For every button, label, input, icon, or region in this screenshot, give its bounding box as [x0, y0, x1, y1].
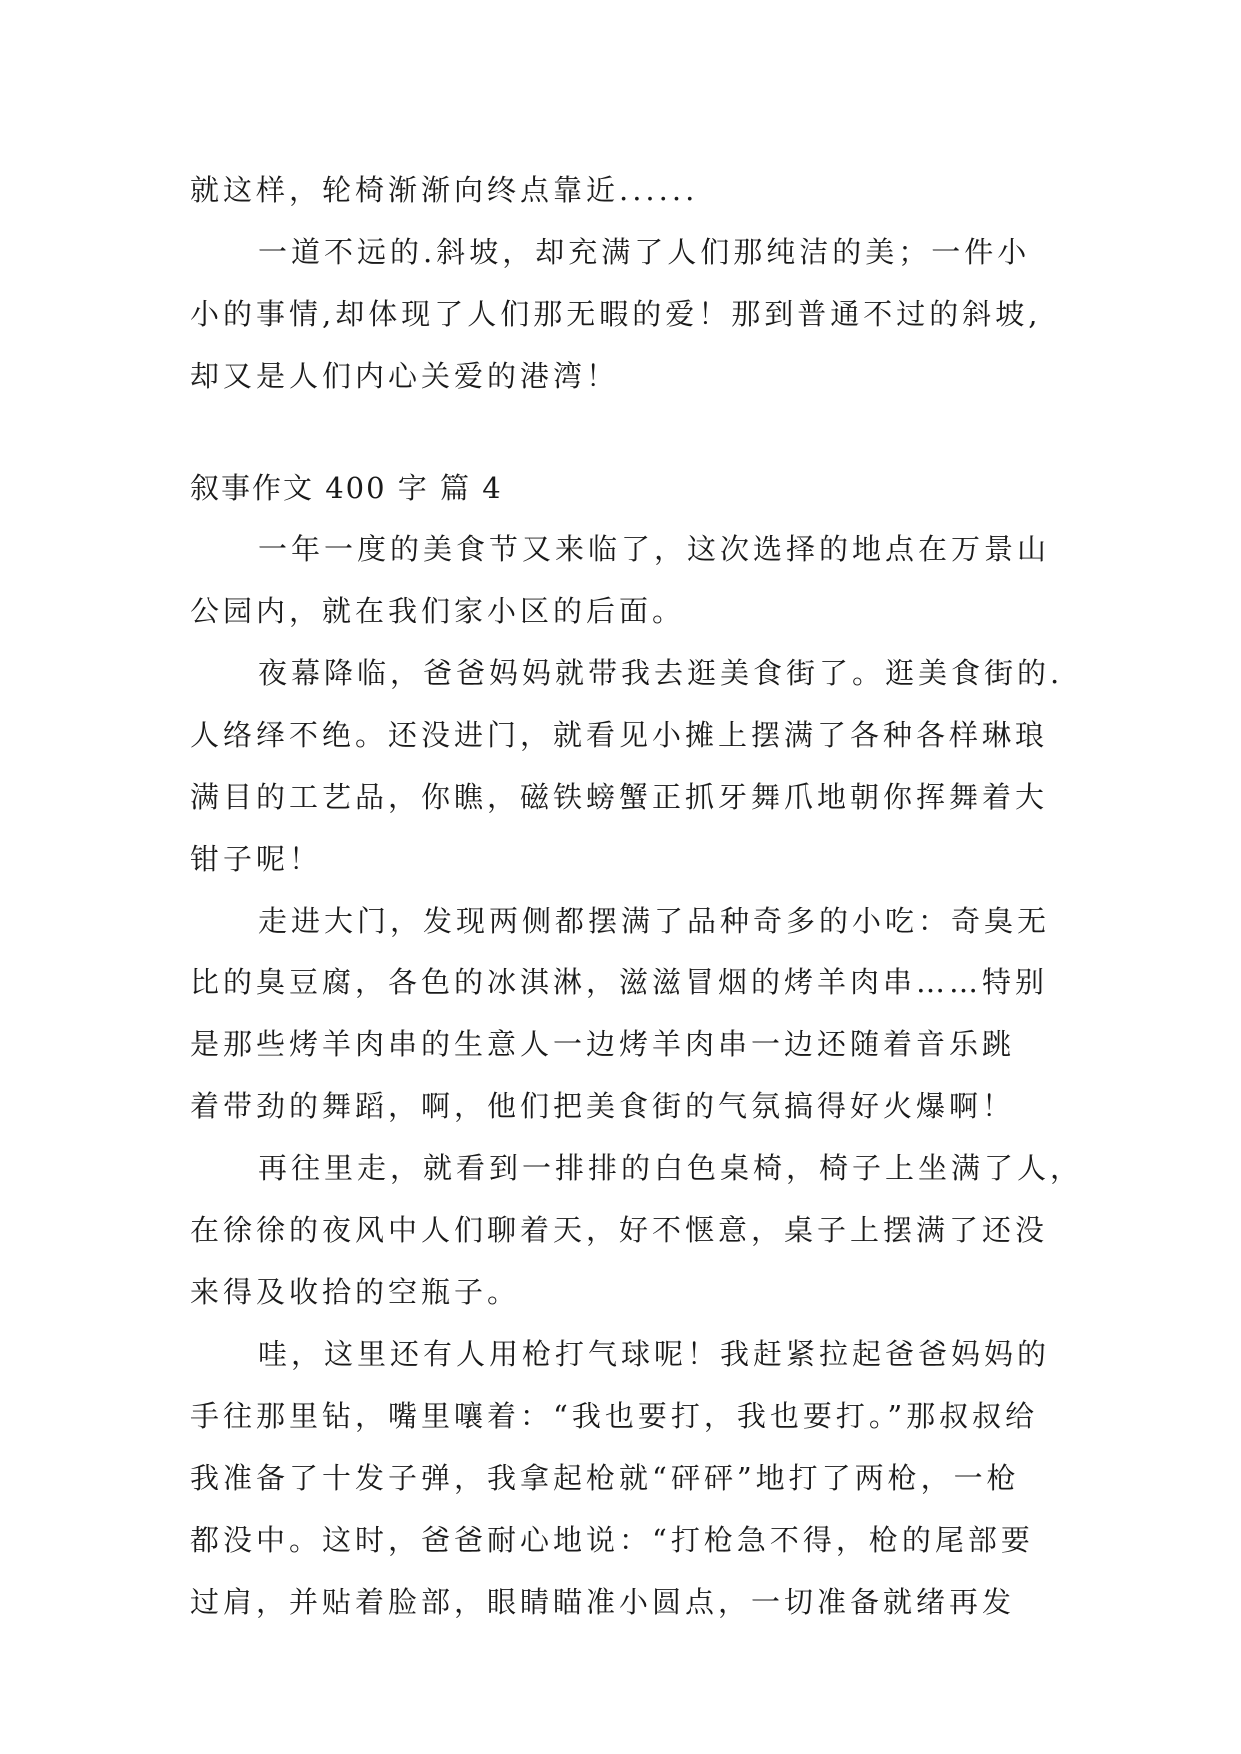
text-line: 人络绎不绝。还没进门，就看见小摊上摆满了各种各样琳琅 [190, 718, 1049, 752]
text-line: 就这样，轮椅渐渐向终点靠近...... [190, 173, 699, 207]
text-line: 满目的工艺品，你瞧，磁铁螃蟹正抓牙舞爪地朝你挥舞着大 [190, 780, 1049, 814]
text-line: 却又是人们内心关爱的港湾！ [190, 359, 620, 393]
text-line: 哇，这里还有人用枪打气球呢！我赶紧拉起爸爸妈妈的 [258, 1337, 1051, 1371]
text-line: 都没中。这时，爸爸耐心地说：“打枪急不得，枪的尾部要 [190, 1523, 1034, 1557]
text-line: 再往里走，就看到一排排的白色桌椅，椅子上坐满了人， [258, 1151, 1084, 1185]
text-line: 一年一度的美食节又来临了，这次选择的地点在万景山 [258, 532, 1051, 566]
text-line: 钳子呢！ [190, 842, 323, 876]
text-line: 手往那里钻，嘴里嚷着：“我也要打，我也要打。”那叔叔给 [190, 1399, 1039, 1433]
text-line: 过肩，并贴着脸部，眼睛瞄准小圆点，一切准备就绪再发 [190, 1585, 1016, 1619]
section-heading: 叙事作文 400 字 篇 4 [190, 471, 503, 505]
text-line: 是那些烤羊肉串的生意人一边烤羊肉串一边还随着音乐跳 [190, 1027, 1016, 1061]
text-line: 夜幕降临，爸爸妈妈就带我去逛美食街了。逛美食街的. [258, 656, 1064, 690]
text-line: 来得及收拾的空瓶子。 [190, 1275, 521, 1309]
text-line: 走进大门，发现两侧都摆满了品种奇多的小吃：奇臭无 [258, 904, 1051, 938]
text-line: 我准备了十发子弹，我拿起枪就“砰砰”地打了两枪，一枪 [190, 1461, 1020, 1495]
text-line: 小的事情,却体现了人们那无暇的爱！那到普通不过的斜坡, [190, 297, 1042, 331]
text-line: 着带劲的舞蹈，啊，他们把美食街的气氛搞得好火爆啊！ [190, 1089, 1016, 1123]
text-line: 在徐徐的夜风中人们聊着天，好不惬意，桌子上摆满了还没 [190, 1213, 1049, 1247]
text-line: 公园内，就在我们家小区的后面。 [190, 594, 686, 628]
text-line: 一道不远的.斜坡，却充满了人们那纯洁的美；一件小 [258, 235, 1031, 269]
text-line: 比的臭豆腐，各色的冰淇淋，滋滋冒烟的烤羊肉串……特别 [190, 965, 1049, 999]
